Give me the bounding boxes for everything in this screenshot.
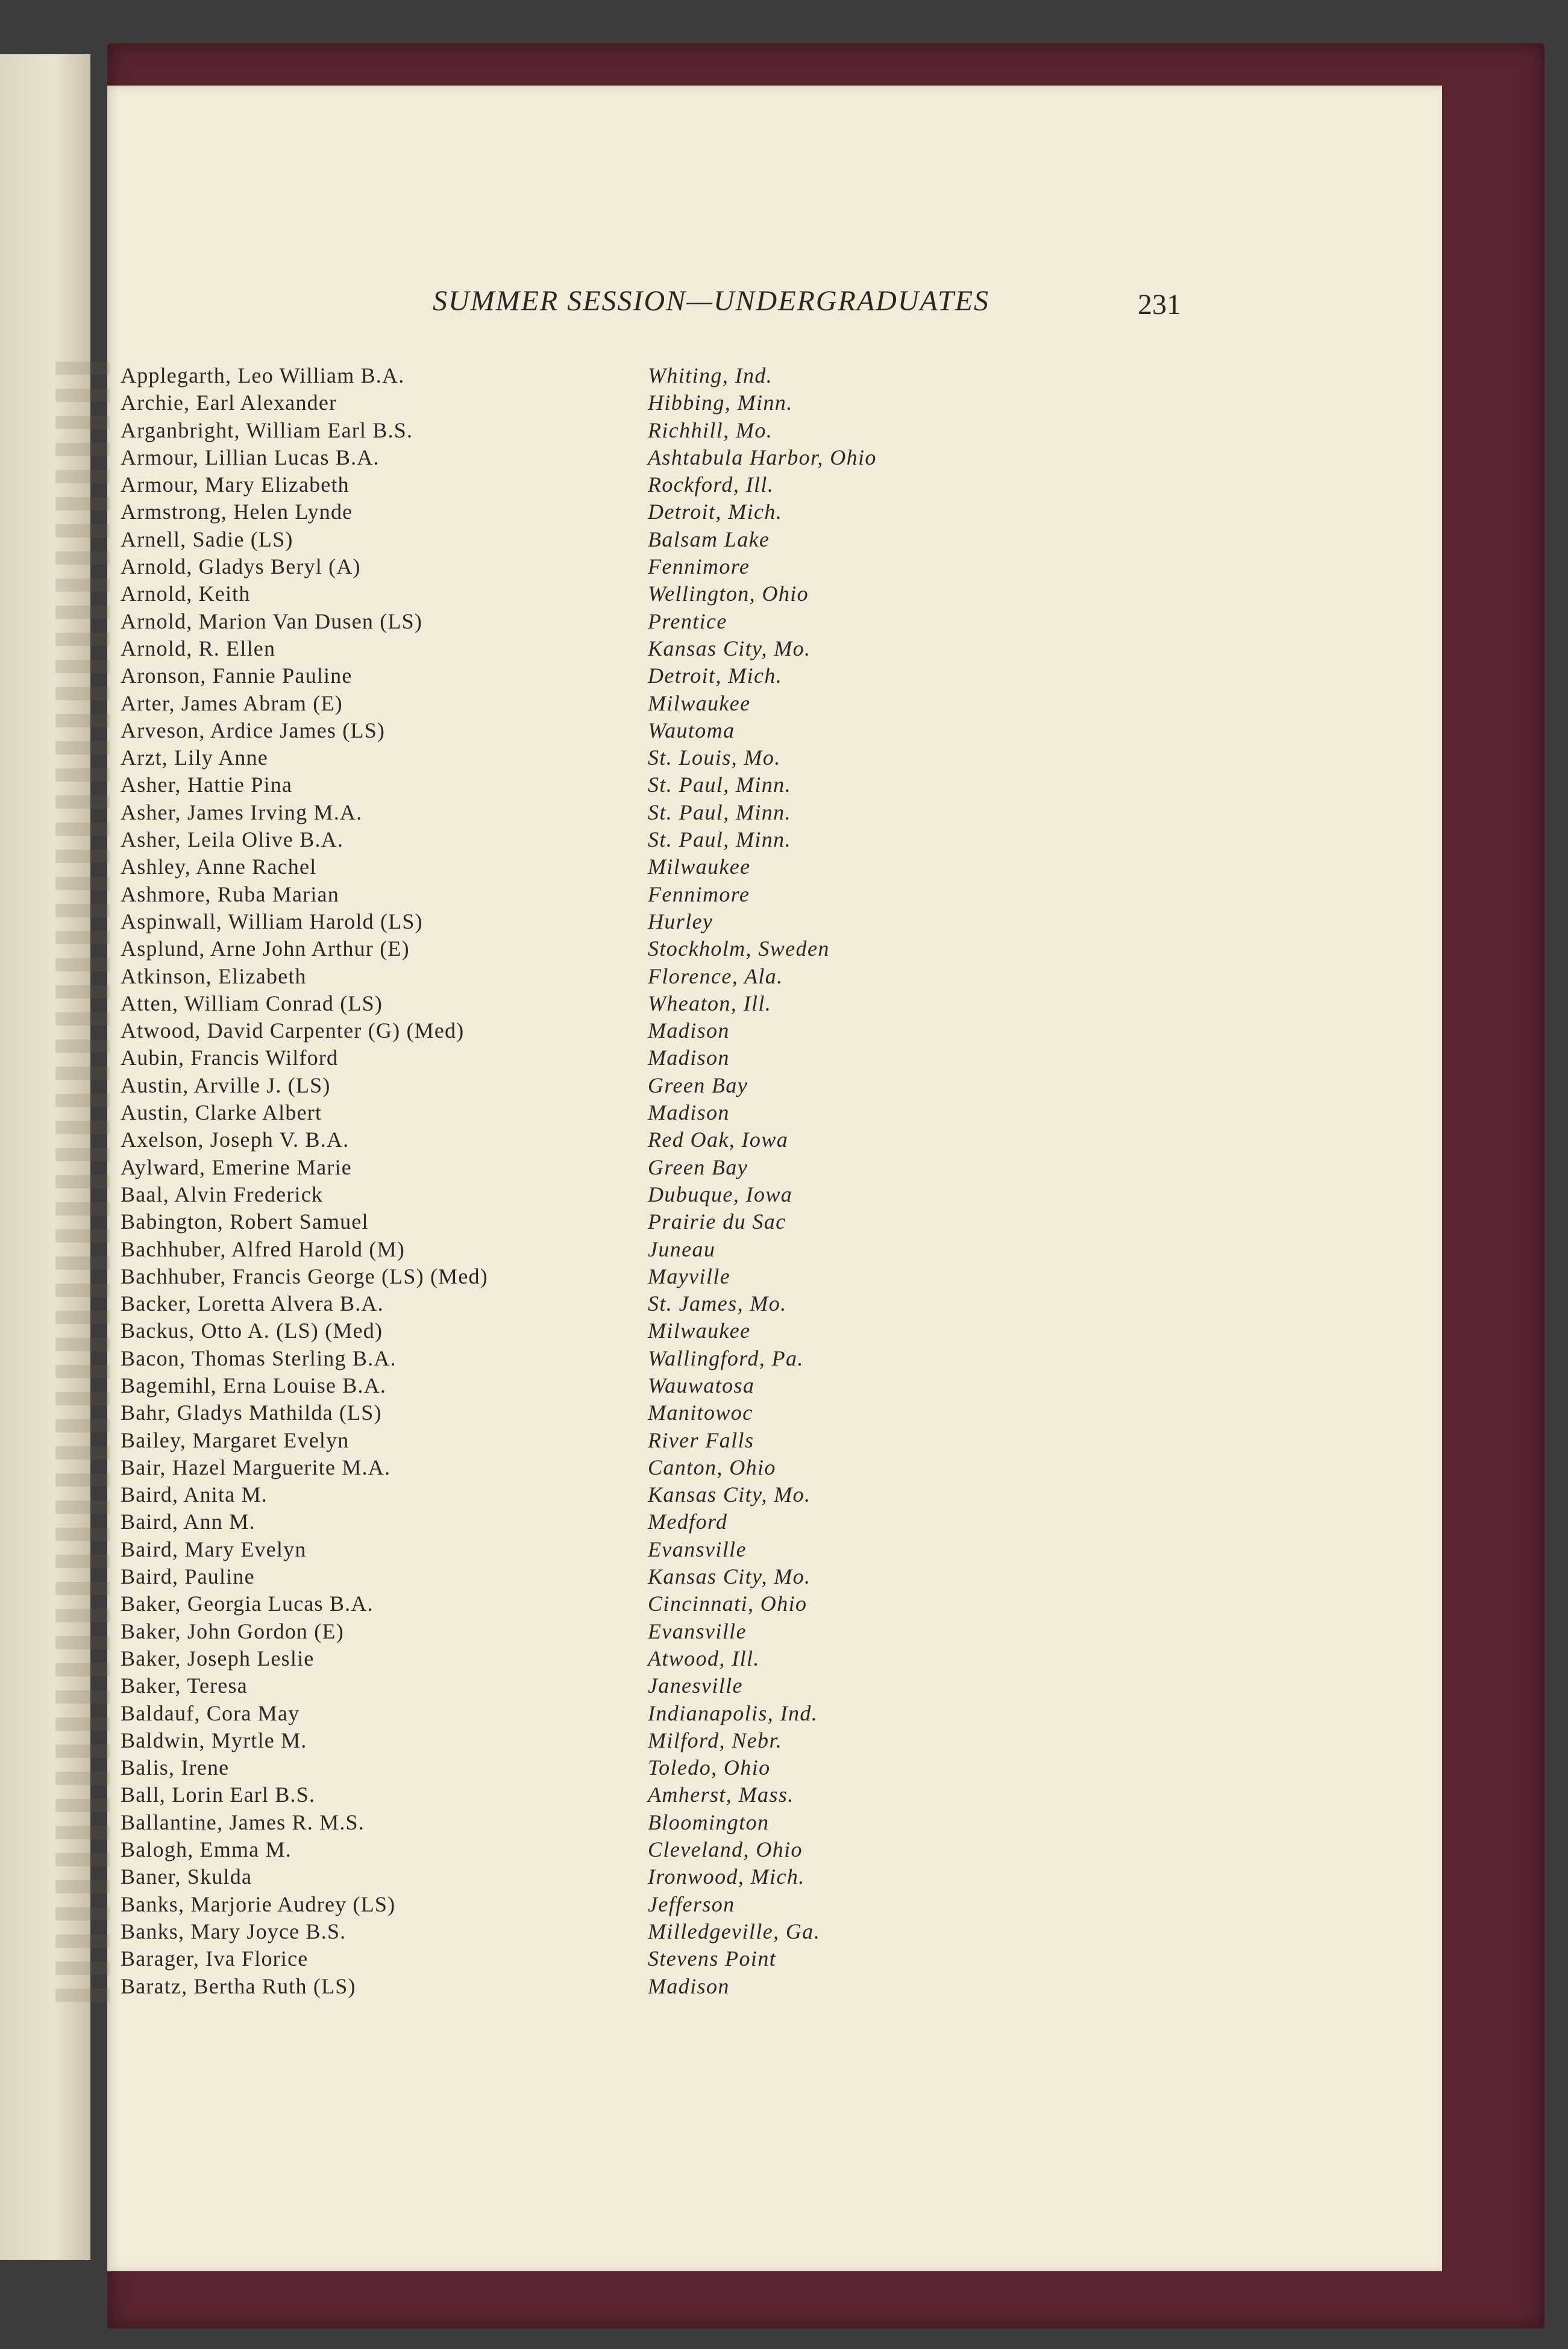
list-item <box>121 1018 1265 1045</box>
student-name: Arzt, Lily Anne <box>121 745 268 770</box>
student-hometown: Manitowoc <box>648 1400 753 1425</box>
list-item <box>121 1701 1265 1728</box>
student-hometown: Hibbing, Minn. <box>648 390 793 415</box>
student-hometown: St. Paul, Minn. <box>648 773 791 797</box>
student-name: Baker, John Gordon (E) <box>121 1619 344 1643</box>
student-name: Arnold, R. Ellen <box>121 636 276 660</box>
student-hometown: Red Oak, Iowa <box>648 1127 789 1152</box>
running-head: SUMMER SESSION—UNDERGRADUATES <box>432 285 990 317</box>
student-name: Baratz, Bertha Ruth (LS) <box>121 1974 356 1998</box>
list-item <box>121 991 1265 1018</box>
list-item <box>121 1892 1265 1919</box>
list-item <box>121 499 1265 526</box>
list-item <box>121 1782 1265 1809</box>
list-item <box>121 472 1265 499</box>
student-hometown: Kansas City, Mo. <box>648 636 811 660</box>
list-item <box>121 772 1265 799</box>
student-hometown: Green Bay <box>648 1073 748 1097</box>
student-hometown: Jefferson <box>648 1892 735 1916</box>
student-hometown: St. James, Mo. <box>648 1291 787 1316</box>
student-hometown: Wellington, Ohio <box>648 582 809 606</box>
student-name: Armour, Mary Elizabeth <box>121 472 350 497</box>
student-name: Armour, Lillian Lucas B.A. <box>121 445 380 469</box>
student-name: Baner, Skulda <box>121 1864 252 1889</box>
student-name: Asplund, Arne John Arthur (E) <box>121 936 410 961</box>
student-hometown: Green Bay <box>648 1155 748 1179</box>
student-hometown: Madison <box>648 1018 730 1043</box>
list-item <box>121 418 1265 445</box>
student-hometown: Indianapolis, Ind. <box>648 1701 818 1725</box>
student-name: Ballantine, James R. M.S. <box>121 1810 365 1834</box>
student-list <box>121 363 1265 2001</box>
student-hometown: Stockholm, Sweden <box>648 936 830 961</box>
student-name: Arnell, Sadie (LS) <box>121 527 293 551</box>
student-name: Baird, Ann M. <box>121 1510 256 1534</box>
student-name: Ashley, Anne Rachel <box>121 855 317 879</box>
list-item <box>121 1237 1265 1264</box>
student-name: Arnold, Marion Van Dusen (LS) <box>121 609 423 633</box>
student-hometown: Kansas City, Mo. <box>648 1482 811 1507</box>
student-name: Atwood, David Carpenter (G) (Med) <box>121 1018 465 1043</box>
list-item <box>121 1291 1265 1318</box>
student-hometown: Prairie du Sac <box>648 1209 786 1234</box>
student-name: Baird, Anita M. <box>121 1482 268 1507</box>
list-item <box>121 445 1265 472</box>
list-item <box>121 1837 1265 1864</box>
student-name: Bagemihl, Erna Louise B.A. <box>121 1373 387 1397</box>
list-item <box>121 663 1265 690</box>
student-hometown: Dubuque, Iowa <box>648 1182 793 1206</box>
list-item <box>121 882 1265 909</box>
student-name: Armstrong, Helen Lynde <box>121 500 353 524</box>
list-item <box>121 1073 1265 1100</box>
list-item <box>121 1946 1265 1973</box>
student-hometown: Wallingford, Pa. <box>648 1346 804 1370</box>
list-item <box>121 1127 1265 1154</box>
student-name: Bair, Hazel Marguerite M.A. <box>121 1455 391 1479</box>
student-hometown: Hurley <box>648 909 713 933</box>
student-name: Ashmore, Ruba Marian <box>121 882 339 906</box>
student-name: Aronson, Fannie Pauline <box>121 663 353 688</box>
list-item <box>121 1974 1265 2001</box>
student-hometown: Madison <box>648 1100 730 1125</box>
student-hometown: Milwaukee <box>648 1319 751 1343</box>
student-hometown: Amherst, Mass. <box>648 1783 794 1807</box>
student-name: Bacon, Thomas Sterling B.A. <box>121 1346 397 1370</box>
list-item <box>121 1919 1265 1946</box>
student-hometown: Canton, Ohio <box>648 1455 776 1479</box>
student-name: Backus, Otto A. (LS) (Med) <box>121 1319 383 1343</box>
list-item <box>121 363 1265 390</box>
student-name: Aubin, Francis Wilford <box>121 1046 339 1070</box>
student-hometown: Milwaukee <box>648 855 751 879</box>
list-item <box>121 1755 1265 1782</box>
student-hometown: Prentice <box>648 609 727 633</box>
student-hometown: Janesville <box>648 1673 743 1698</box>
student-hometown: Milford, Nebr. <box>648 1728 783 1752</box>
student-name: Babington, Robert Samuel <box>121 1209 369 1234</box>
student-hometown: Evansville <box>648 1619 747 1643</box>
list-item <box>121 827 1265 854</box>
student-name: Arnold, Gladys Beryl (A) <box>121 554 361 579</box>
student-name: Balis, Irene <box>121 1755 230 1780</box>
list-item <box>121 1318 1265 1345</box>
student-name: Aylward, Emerine Marie <box>121 1155 352 1179</box>
student-name: Barager, Iva Florice <box>121 1946 309 1971</box>
student-name: Bachhuber, Francis George (LS) (Med) <box>121 1264 488 1288</box>
student-name: Bachhuber, Alfred Harold (M) <box>121 1237 406 1261</box>
list-item <box>121 1045 1265 1072</box>
student-name: Baldauf, Cora May <box>121 1701 300 1725</box>
list-item <box>121 964 1265 991</box>
student-hometown: Florence, Ala. <box>648 964 783 988</box>
student-hometown: Madison <box>648 1974 730 1998</box>
student-hometown: Wauwatosa <box>648 1373 755 1397</box>
list-item <box>121 1455 1265 1482</box>
list-item <box>121 1428 1265 1455</box>
student-name: Applegarth, Leo William B.A. <box>121 363 405 387</box>
student-name: Banks, Marjorie Audrey (LS) <box>121 1892 396 1916</box>
student-hometown: Detroit, Mich. <box>648 663 783 688</box>
student-hometown: St. Paul, Minn. <box>648 800 791 824</box>
list-item <box>121 909 1265 936</box>
student-hometown: Stevens Point <box>648 1946 777 1971</box>
student-hometown: Richhill, Mo. <box>648 418 773 442</box>
student-hometown: Milwaukee <box>648 691 751 715</box>
student-name: Baldwin, Myrtle M. <box>121 1728 307 1752</box>
student-name: Baal, Alvin Frederick <box>121 1182 324 1206</box>
student-hometown: Cincinnati, Ohio <box>648 1592 808 1616</box>
student-hometown: Atwood, Ill. <box>648 1646 760 1670</box>
list-item <box>121 1209 1265 1236</box>
student-hometown: Bloomington <box>648 1810 770 1834</box>
list-item <box>121 609 1265 636</box>
student-name: Asher, Hattie Pina <box>121 773 293 797</box>
list-item <box>121 1182 1265 1209</box>
student-name: Baker, Georgia Lucas B.A. <box>121 1592 374 1616</box>
student-name: Baker, Teresa <box>121 1673 248 1698</box>
list-item <box>121 691 1265 718</box>
list-item <box>121 581 1265 608</box>
list-item <box>121 936 1265 963</box>
list-item <box>121 800 1265 827</box>
list-item <box>121 1591 1265 1618</box>
student-name: Atkinson, Elizabeth <box>121 964 307 988</box>
student-hometown: Evansville <box>648 1537 747 1561</box>
list-item <box>121 1673 1265 1700</box>
student-name: Aspinwall, William Harold (LS) <box>121 909 423 933</box>
student-hometown: Juneau <box>648 1237 716 1261</box>
student-hometown: St. Paul, Minn. <box>648 827 791 852</box>
list-item <box>121 527 1265 554</box>
facing-page-bleed <box>55 362 110 2013</box>
list-item <box>121 554 1265 581</box>
list-item <box>121 1728 1265 1755</box>
student-name: Bailey, Margaret Evelyn <box>121 1428 350 1452</box>
list-item <box>121 1400 1265 1427</box>
student-hometown: Detroit, Mich. <box>648 500 783 524</box>
student-name: Baird, Pauline <box>121 1564 255 1589</box>
student-name: Atten, William Conrad (LS) <box>121 991 383 1015</box>
list-item <box>121 1537 1265 1564</box>
student-name: Arter, James Abram (E) <box>121 691 343 715</box>
student-hometown: Wheaton, Ill. <box>648 991 772 1015</box>
list-item <box>121 1100 1265 1127</box>
list-item <box>121 718 1265 745</box>
student-name: Axelson, Joseph V. B.A. <box>121 1127 350 1152</box>
student-hometown: Milledgeville, Ga. <box>648 1919 821 1943</box>
student-hometown: River Falls <box>648 1428 754 1452</box>
list-item <box>121 1346 1265 1373</box>
student-name: Baker, Joseph Leslie <box>121 1646 315 1670</box>
student-name: Banks, Mary Joyce B.S. <box>121 1919 347 1943</box>
student-hometown: Cleveland, Ohio <box>648 1837 803 1862</box>
student-hometown: Ashtabula Harbor, Ohio <box>648 445 877 469</box>
student-hometown: St. Louis, Mo. <box>648 745 781 770</box>
list-item <box>121 1482 1265 1509</box>
list-item <box>121 1509 1265 1536</box>
student-hometown: Kansas City, Mo. <box>648 1564 811 1589</box>
list-item <box>121 1155 1265 1182</box>
student-hometown: Mayville <box>648 1264 731 1288</box>
student-hometown: Fennimore <box>648 554 750 579</box>
student-hometown: Fennimore <box>648 882 750 906</box>
list-item <box>121 1810 1265 1837</box>
student-name: Arnold, Keith <box>121 582 251 606</box>
list-item <box>121 745 1265 772</box>
student-name: Arganbright, William Earl B.S. <box>121 418 413 442</box>
page-number: 231 <box>1138 289 1181 321</box>
list-item <box>121 1564 1265 1591</box>
student-hometown: Madison <box>648 1046 730 1070</box>
student-hometown: Ironwood, Mich. <box>648 1864 805 1889</box>
student-name: Baird, Mary Evelyn <box>121 1537 307 1561</box>
student-name: Asher, James Irving M.A. <box>121 800 363 824</box>
student-hometown: Toledo, Ohio <box>648 1755 771 1780</box>
list-item <box>121 1264 1265 1291</box>
student-name: Arveson, Ardice James (LS) <box>121 718 386 742</box>
student-name: Asher, Leila Olive B.A. <box>121 827 344 852</box>
list-item <box>121 636 1265 663</box>
list-item <box>121 1864 1265 1891</box>
list-item <box>121 390 1265 417</box>
student-name: Bahr, Gladys Mathilda (LS) <box>121 1400 382 1425</box>
student-name: Austin, Arville J. (LS) <box>121 1073 331 1097</box>
student-hometown: Whiting, Ind. <box>648 363 773 387</box>
list-item <box>121 854 1265 881</box>
student-hometown: Balsam Lake <box>648 527 770 551</box>
student-name: Balogh, Emma M. <box>121 1837 292 1862</box>
student-hometown: Medford <box>648 1510 728 1534</box>
student-name: Backer, Loretta Alvera B.A. <box>121 1291 384 1316</box>
student-hometown: Rockford, Ill. <box>648 472 774 497</box>
list-item <box>121 1646 1265 1673</box>
student-name: Archie, Earl Alexander <box>121 390 337 415</box>
student-name: Ball, Lorin Earl B.S. <box>121 1783 316 1807</box>
student-name: Austin, Clarke Albert <box>121 1100 322 1125</box>
list-item <box>121 1619 1265 1646</box>
list-item <box>121 1373 1265 1400</box>
student-hometown: Wautoma <box>648 718 735 742</box>
